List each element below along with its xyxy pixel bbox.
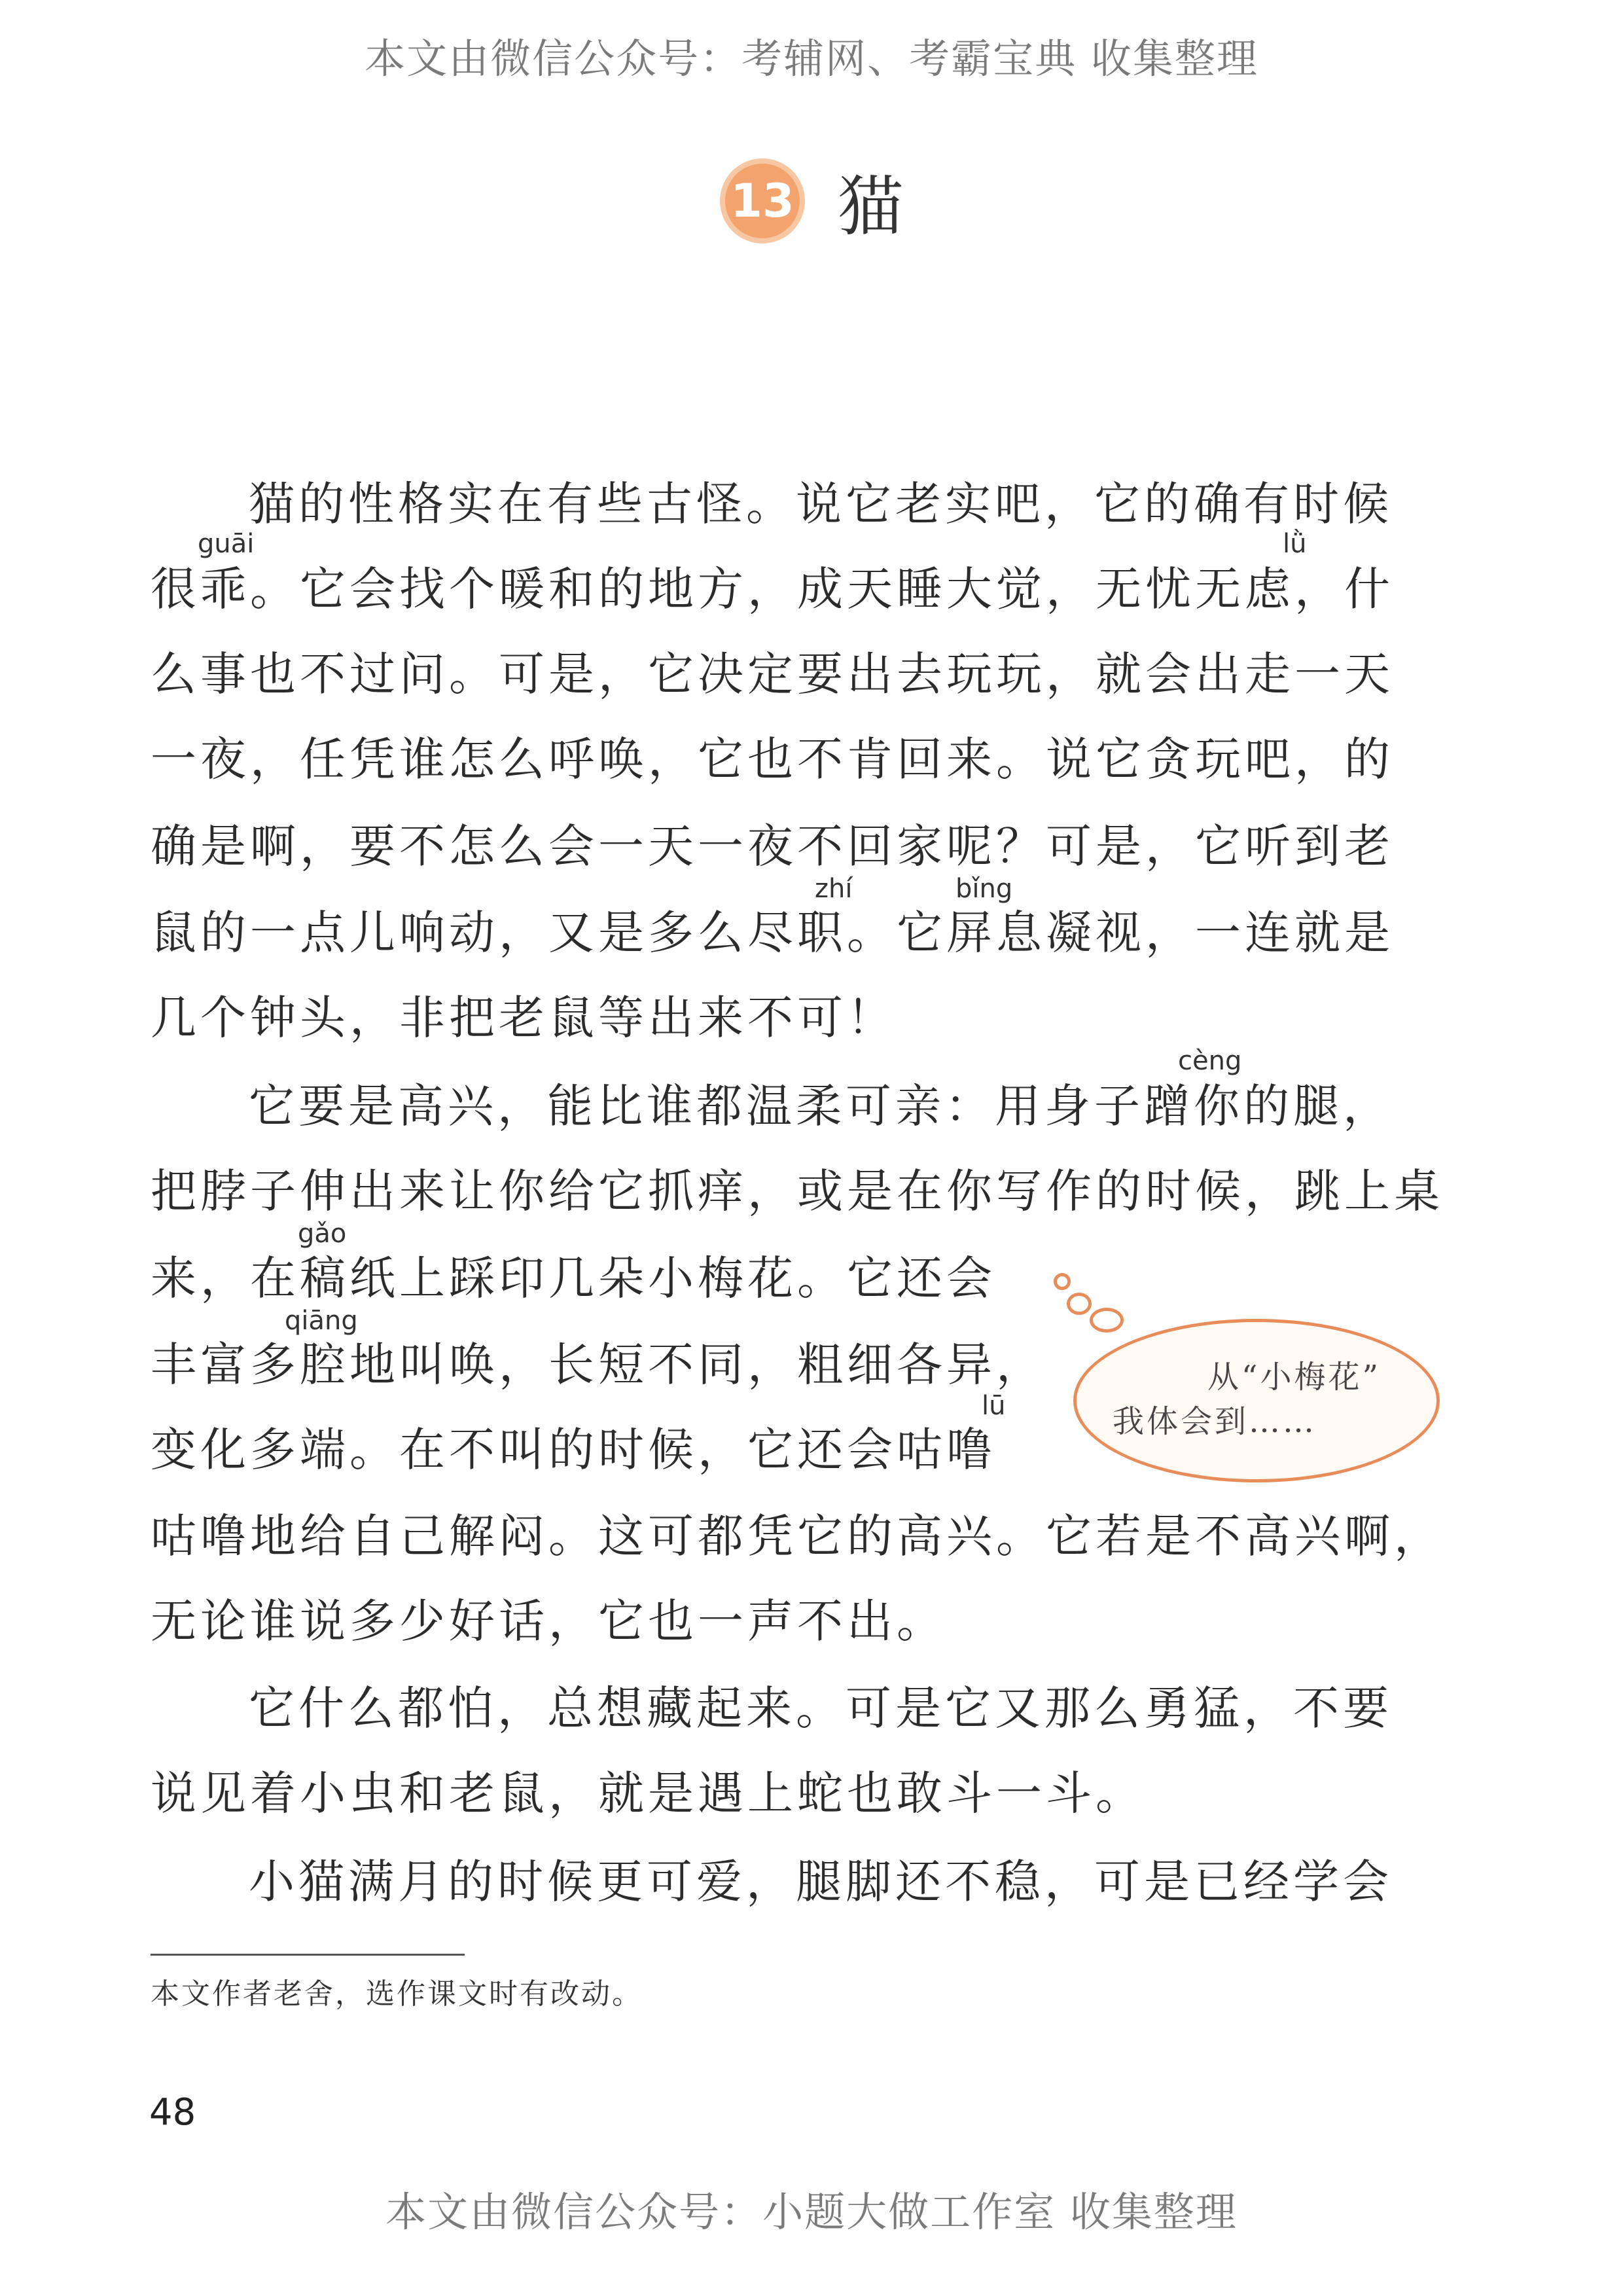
bubble-line-1: 从“小梅花” xyxy=(1207,1359,1381,1395)
text-line: 来，在稿纸上踩印几朵小梅花。它还会 xyxy=(151,1251,996,1305)
pinyin-ceng: cèng xyxy=(1178,1046,1242,1076)
text-line: 把脖子伸出来让你给它抓痒，或是在你写作的时候，跳上桌 xyxy=(151,1164,1444,1218)
footnote-divider xyxy=(151,1954,465,1956)
bubble-dot xyxy=(1090,1308,1124,1333)
footnote: 本文作者老舍，选作课文时有改动。 xyxy=(151,1977,643,2011)
bubble-dot xyxy=(1054,1273,1071,1290)
text-line: 它什么都怕，总想藏起来。可是它又那么勇猛，不要 xyxy=(249,1681,1393,1735)
text-line: 么事也不过问。可是，它决定要出去玩玩，就会出走一天 xyxy=(151,647,1394,701)
text-line: 无论谁说多少好话，它也一声不出。 xyxy=(151,1594,946,1648)
lesson-number-badge: 13 xyxy=(720,158,805,243)
pinyin-gao: gǎo xyxy=(298,1219,347,1249)
text-line: 很乖。它会找个暖和的地方，成天睡大觉，无忧无虑，什 xyxy=(151,562,1394,616)
lesson-header xyxy=(0,154,1623,248)
text-line: 咕噜地给自己解闷。这可都凭它的高兴。它若是不高兴啊， xyxy=(151,1509,1444,1563)
text-line: 说见着小虫和老鼠，就是遇上蛇也敢斗一斗。 xyxy=(151,1767,1145,1820)
pinyin-lv: lǜ xyxy=(1283,529,1307,559)
thought-bubble-text xyxy=(1113,1355,1400,1444)
pinyin-bing: bǐng xyxy=(955,874,1013,904)
top-watermark: 本文由微信公众号：考辅网、考霸宝典 收集整理 xyxy=(365,35,1258,82)
bubble-line-2: 我体会到…… xyxy=(1113,1403,1317,1440)
bubble-dot xyxy=(1067,1293,1092,1315)
pinyin-guai: guāi xyxy=(198,529,255,559)
text-line: 猫的性格实在有些古怪。说它老实吧，它的确有时候 xyxy=(249,477,1393,531)
text-line: 变化多端。在不叫的时候，它还会咕噜 xyxy=(151,1423,996,1477)
lesson-title: 猫 xyxy=(838,168,903,245)
text-line: 丰富多腔地叫唤，长短不同，粗细各异， xyxy=(151,1338,1046,1391)
text-line: 鼠的一点儿响动，又是多么尽职。它屏息凝视，一连就是 xyxy=(151,906,1394,960)
page-number: 48 xyxy=(149,2091,196,2134)
text-line: 一夜，任凭谁怎么呼唤，它也不肯回来。说它贪玩吧，的 xyxy=(151,732,1394,786)
text-line: 小猫满月的时候更可爱，腿脚还不稳，可是已经学会 xyxy=(249,1855,1393,1909)
pinyin-zhi: zhí xyxy=(815,874,853,904)
text-line: 它要是高兴，能比谁都温柔可亲：用身子蹭你的腿， xyxy=(249,1079,1393,1133)
text-line: 确是啊，要不怎么会一天一夜不回家呢？可是，它听到老 xyxy=(151,819,1394,873)
text-line: 几个钟头，非把老鼠等出来不可！ xyxy=(151,991,897,1045)
bottom-watermark: 本文由微信公众号：小题大做工作室 收集整理 xyxy=(385,2188,1238,2236)
pinyin-qiang: qiāng xyxy=(285,1306,358,1336)
pinyin-lu: lū xyxy=(982,1391,1006,1421)
